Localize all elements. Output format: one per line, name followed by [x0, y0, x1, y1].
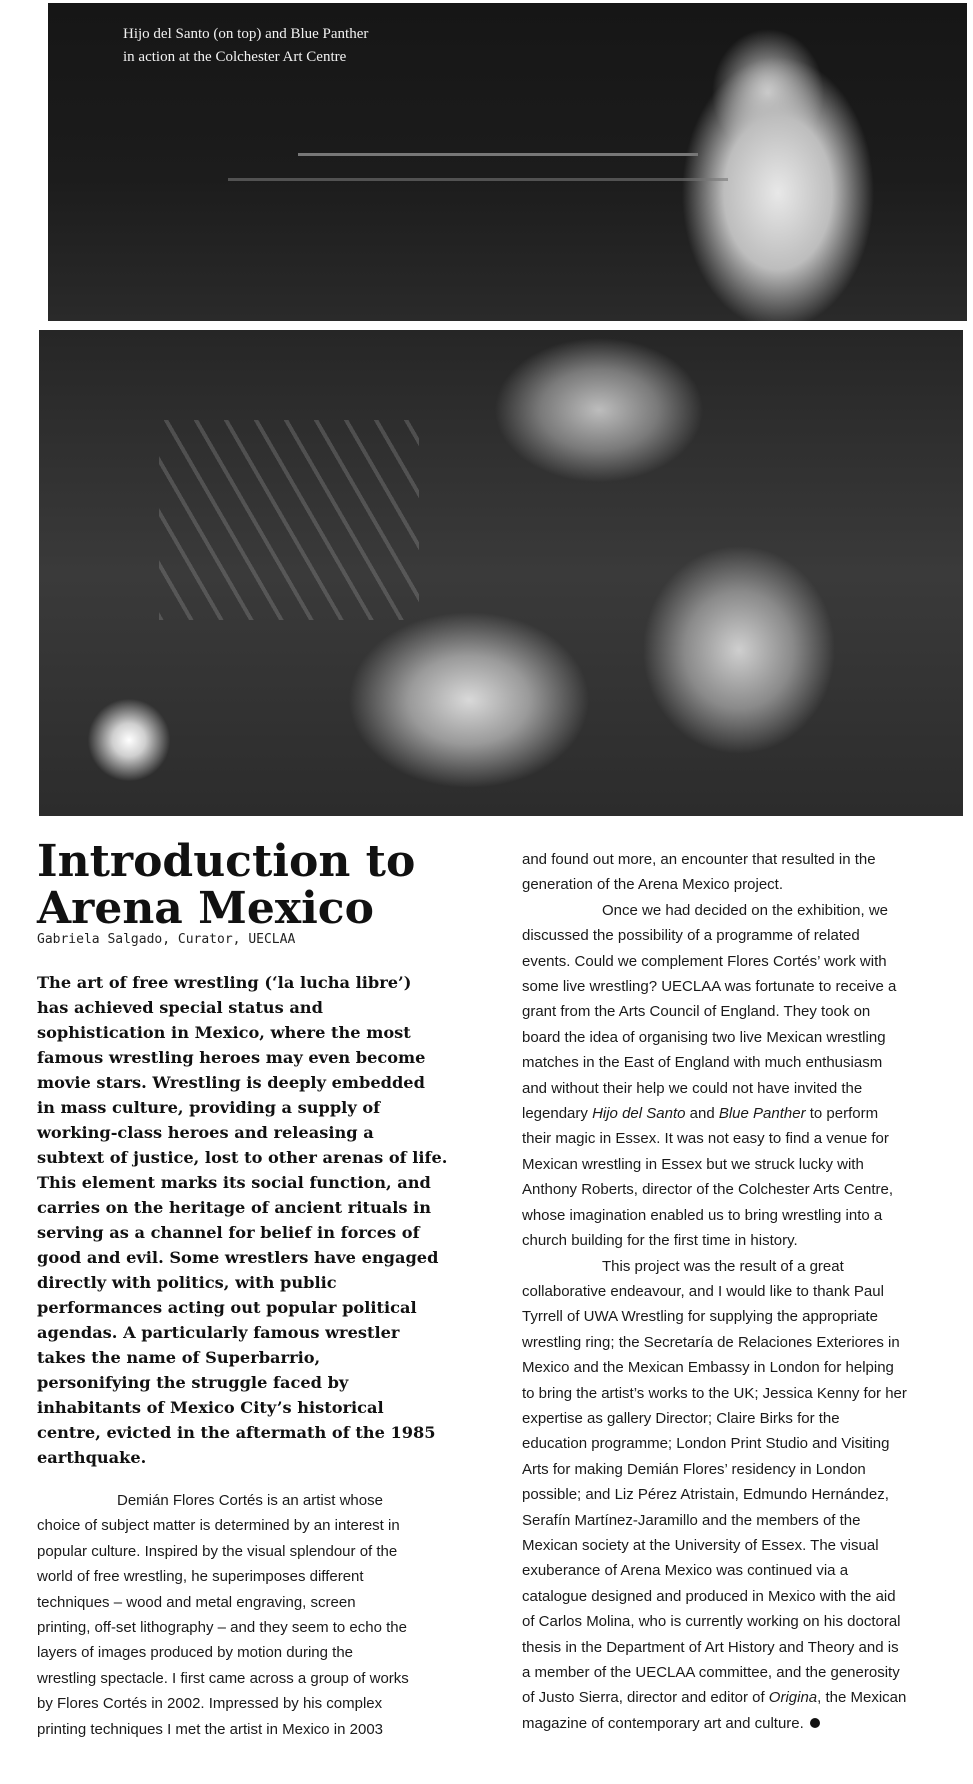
photo-caption	[123, 23, 463, 69]
body-right-column	[522, 847, 962, 1736]
body-line: some live wrestling? UECLAA was fortunate to receive a	[522, 978, 897, 996]
lead-line: directly with politics, with public	[37, 1273, 337, 1292]
body-line: their magic in Essex. It was not easy to find a venue for	[522, 1130, 889, 1148]
body-line: a member of the UECLAA committee, and the generosity	[522, 1664, 900, 1681]
body-line: Arts for making Demián Flores’ residency in London	[522, 1460, 866, 1478]
body-line: and found out more, an encounter that resulted in the	[522, 851, 876, 868]
body-line	[522, 1711, 962, 1736]
body-line: generation of the Arena Mexico project.	[522, 876, 783, 894]
lead-line: has achieved special status and	[37, 998, 323, 1017]
lead-line: This element marks its social function, and	[37, 1173, 431, 1192]
lead-line: serving as a channel for belief in forces of	[37, 1223, 420, 1242]
text-run: legendary	[522, 1105, 593, 1123]
lead-line: agendas. A particularly famous wrestler	[37, 1323, 400, 1342]
ring-rope	[298, 153, 698, 156]
italic-run: Blue Panther	[718, 1105, 806, 1123]
body-line: matches in the East of England with much enthusiasm	[522, 1054, 883, 1072]
body-line: Serafín Martínez-Jaramillo and the members of the	[522, 1511, 861, 1529]
lead-line: performances acting out popular political	[37, 1298, 417, 1317]
body-line: choice of subject matter is determined by an interest in	[37, 1517, 400, 1535]
body-line: education programme; London Print Studio and Visiting	[522, 1435, 890, 1453]
lead-paragraph	[37, 970, 507, 1470]
body-line: whose imagination enabled us to bring wrestling into a	[522, 1206, 883, 1224]
body-left-column	[37, 1488, 507, 1742]
lead-line: working-class heroes and releasing a	[37, 1123, 374, 1142]
lead-line: sophistication in Mexico, where the most	[37, 1023, 411, 1042]
body-line: events. Could we complement Flores Cortés’ work with	[522, 952, 887, 970]
body-line	[522, 1685, 962, 1710]
lead-line: centre, evicted in the aftermath of the 1985	[37, 1423, 436, 1442]
body-line: collaborative endeavour, and I would like to thank Paul	[522, 1282, 884, 1300]
caption-line: Hijo del Santo (on top) and Blue Panther	[123, 26, 369, 42]
lead-line: movie stars. Wrestling is deeply embedded	[37, 1073, 425, 1092]
title-line: Introduction to	[37, 836, 416, 887]
body-line: discussed the possibility of a programme of related	[522, 927, 860, 945]
body-line: exuberance of Arena Mexico was continued via a	[522, 1562, 849, 1580]
body-line: printing, off-set lithography – and they seem to echo the	[37, 1619, 407, 1637]
text-run: magazine of contemporary art and culture.	[522, 1714, 804, 1732]
body-line: world of free wrestling, he superimposes different	[37, 1568, 364, 1586]
body-line: of Carlos Molina, who is currently working on his doctoral	[522, 1613, 901, 1631]
end-mark-icon	[810, 1718, 820, 1728]
body-line: possible; and Liz Pérez Atristain, Edmundo Hernández,	[522, 1486, 889, 1504]
body-line: Once we had decided on the exhibition, we	[602, 901, 889, 919]
text-run: and	[685, 1105, 719, 1123]
body-line: by Flores Cortés in 2002. Impressed by his complex	[37, 1695, 383, 1713]
lead-line: personifying the struggle faced by	[37, 1373, 349, 1392]
lead-line: carries on the heritage of ancient rituals in	[37, 1198, 432, 1217]
body-line: printing techniques I met the artist in Mexico in 2003	[37, 1720, 384, 1738]
body-line: This project was the result of a great	[602, 1257, 844, 1275]
article-title	[37, 838, 507, 932]
italic-run: Hijo del Santo	[592, 1105, 686, 1123]
body-line: wrestling ring; the Secretaría de Relaciones Exteriores in	[522, 1333, 900, 1351]
body-line: wrestling spectacle. I first came across a group of works	[37, 1669, 409, 1687]
text-run: to perform	[805, 1105, 879, 1123]
photo-bottom-wrestlers	[39, 330, 963, 816]
byline: Gabriela Salgado, Curator, UECLAA	[37, 932, 296, 947]
caption-line: in action at the Colchester Art Centre	[123, 49, 347, 65]
ring-rope	[228, 178, 728, 181]
lead-line: takes the name of Superbarrio,	[37, 1348, 321, 1367]
body-line: Mexican wrestling in Essex but we struck lucky with	[522, 1155, 864, 1173]
body-line: and without their help we could not have invited the	[522, 1079, 863, 1097]
body-line: layers of images produced by motion during the	[37, 1644, 354, 1662]
body-line: thesis in the Department of Art History and Theory and is	[522, 1638, 899, 1656]
body-line: Mexican society at the University of Essex. The visual	[522, 1536, 879, 1554]
photo-top-wrestler	[48, 3, 967, 321]
lead-line: subtext of justice, lost to other arenas of life.	[37, 1148, 448, 1167]
lead-line: earthquake.	[37, 1448, 147, 1467]
body-line: popular culture. Inspired by the visual splendour of the	[37, 1542, 398, 1560]
body-line	[522, 1101, 962, 1126]
title-line: Arena Mexico	[37, 883, 374, 934]
lead-line: The art of free wrestling (‘la lucha libre’)	[37, 973, 412, 992]
body-line: Tyrrell of UWA Wrestling for supplying the appropriate	[522, 1308, 878, 1326]
lead-line: famous wrestling heroes may even become	[37, 1048, 426, 1067]
text-run: , the Mexican	[817, 1689, 907, 1707]
body-line: Anthony Roberts, director of the Colchester Arts Centre,	[522, 1181, 894, 1199]
body-line: expertise as gallery Director; Claire Birks for the	[522, 1409, 840, 1427]
body-line: board the idea of organising two live Mexican wrestling	[522, 1028, 886, 1046]
italic-run: Origina	[768, 1689, 818, 1707]
body-line: Mexico and the Mexican Embassy in London for helping	[522, 1359, 894, 1377]
body-line: church building for the first time in history.	[522, 1232, 798, 1250]
body-line: grant from the Arts Council of England. They took on	[522, 1003, 871, 1021]
lead-line: in mass culture, providing a supply of	[37, 1098, 381, 1117]
ring-fence	[159, 420, 419, 620]
text-run: of Justo Sierra, director and editor of	[522, 1689, 769, 1707]
lead-line: good and evil. Some wrestlers have engaged	[37, 1248, 439, 1267]
lead-line: inhabitants of Mexico City’s historical	[37, 1398, 384, 1417]
body-line: to bring the artist’s works to the UK; Jessica Kenny for her	[522, 1384, 907, 1402]
body-line: Demián Flores Cortés is an artist whose	[117, 1492, 383, 1509]
body-line: catalogue designed and produced in Mexico with the aid	[522, 1587, 896, 1605]
body-line: techniques – wood and metal engraving, screen	[37, 1593, 356, 1611]
